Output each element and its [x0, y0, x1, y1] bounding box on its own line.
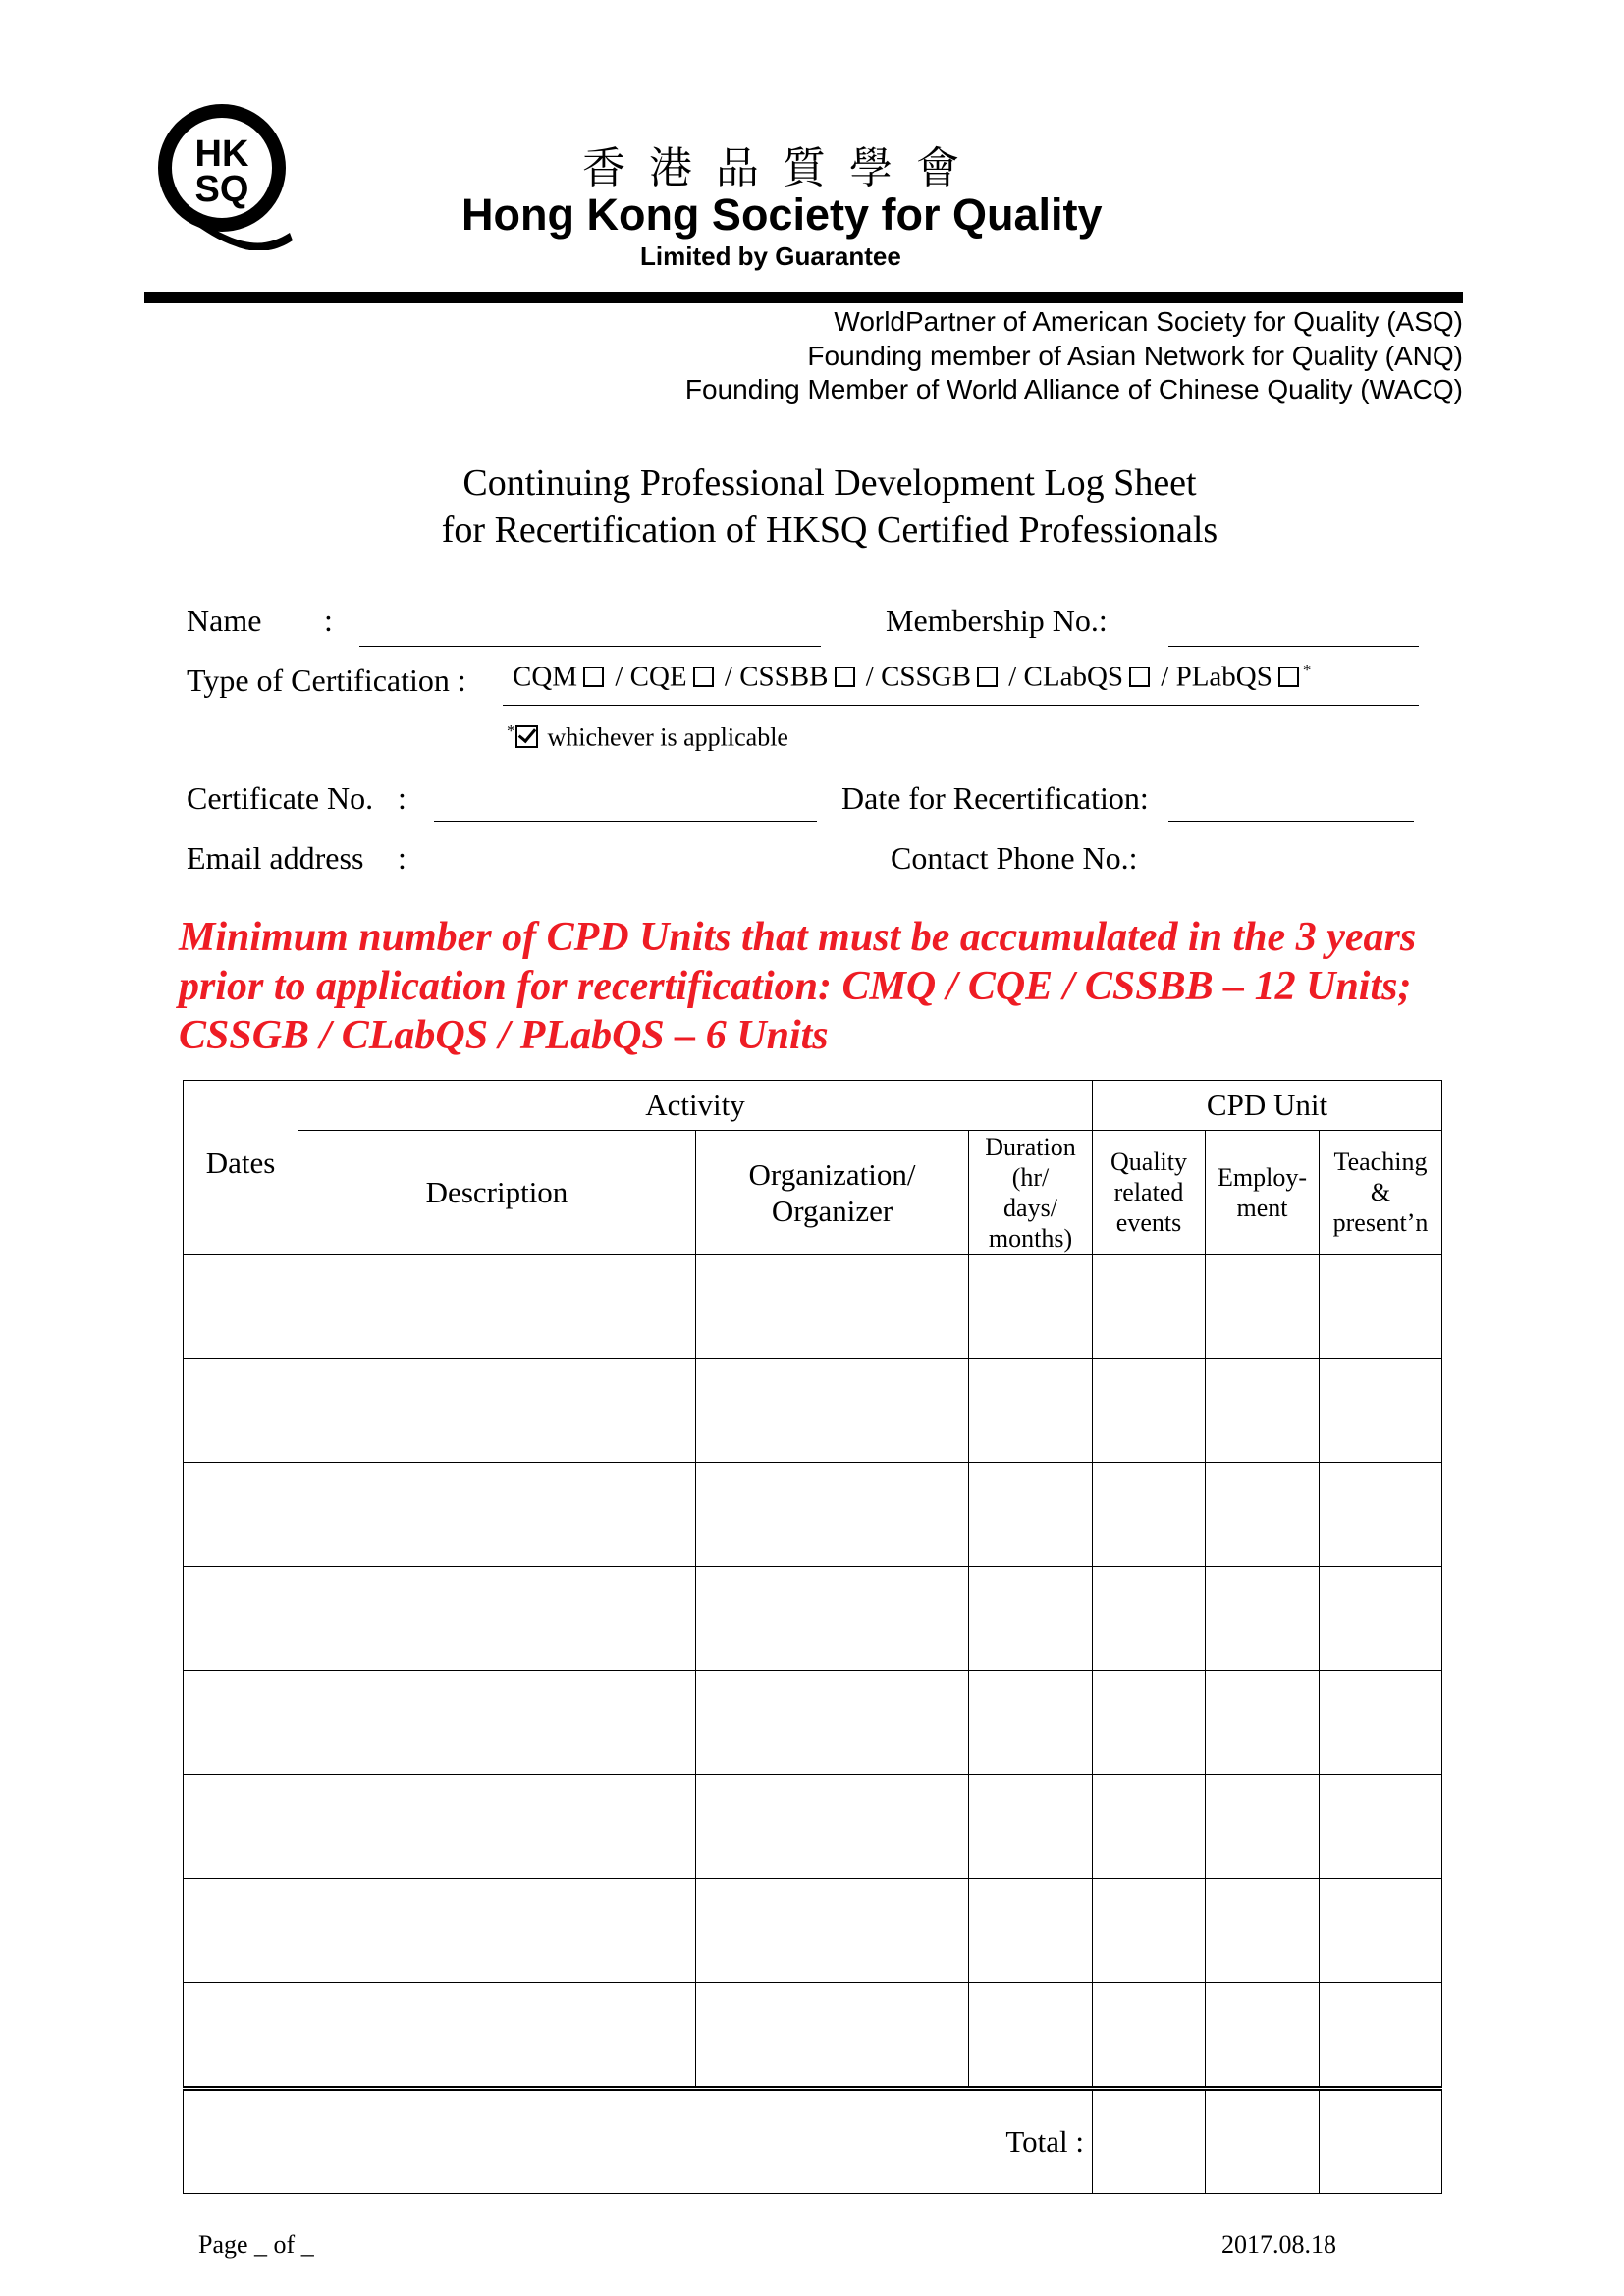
cell[interactable] — [696, 1671, 969, 1775]
option-plabqs-label: PLabQS — [1175, 661, 1272, 693]
email-colon: : — [398, 840, 406, 876]
cqe-checkbox[interactable] — [693, 667, 714, 687]
cell[interactable] — [1093, 1775, 1206, 1879]
separator: / — [1008, 661, 1017, 693]
cell[interactable] — [1320, 1879, 1442, 1983]
affiliation-asq: WorldPartner of American Society for Quality (ASQ) — [834, 306, 1463, 337]
applicable-note — [507, 721, 788, 753]
separator: / — [615, 661, 623, 693]
cell[interactable] — [1206, 1359, 1320, 1463]
cell[interactable] — [184, 1255, 298, 1359]
option-cssgb-label: CSSGB — [881, 661, 971, 693]
col-description-header: Description — [298, 1131, 696, 1255]
membership-field[interactable] — [1168, 646, 1419, 647]
cell[interactable] — [298, 1463, 696, 1567]
cell[interactable] — [1206, 1983, 1320, 2089]
total-teaching-cell[interactable] — [1320, 2089, 1442, 2194]
org-name: Hong Kong Society for Quality — [461, 189, 1103, 240]
certificate-field[interactable] — [434, 821, 817, 822]
membership-label: Membership No.: — [886, 603, 1108, 638]
cell[interactable] — [298, 1255, 696, 1359]
doc-title-line2: for Recertification of HKSQ Certified Professionals — [441, 509, 1218, 551]
cell[interactable] — [298, 1567, 696, 1671]
cell[interactable] — [1093, 1255, 1206, 1359]
cell[interactable] — [184, 1463, 298, 1567]
duration-line: (hr/ — [1011, 1162, 1050, 1192]
affiliation-anq: Founding member of Asian Network for Quality (ANQ) — [807, 341, 1463, 371]
quality-line: Quality — [1110, 1148, 1187, 1176]
cell[interactable] — [696, 1983, 969, 2089]
asterisk: * — [507, 721, 515, 740]
cell[interactable] — [1206, 1567, 1320, 1671]
col-organizer-line2: Organizer — [771, 1193, 893, 1228]
cell[interactable] — [696, 1255, 969, 1359]
total-quality-cell[interactable] — [1093, 2089, 1206, 2194]
name-colon: : — [324, 603, 333, 638]
cell[interactable] — [1093, 1983, 1206, 2089]
cell[interactable] — [969, 1879, 1093, 1983]
certification-options — [513, 661, 1311, 694]
cell[interactable] — [969, 1983, 1093, 2089]
name-field[interactable] — [359, 646, 821, 647]
total-employment-cell[interactable] — [1206, 2089, 1320, 2194]
duration-line: Duration — [985, 1132, 1076, 1161]
col-duration-header — [969, 1131, 1093, 1255]
cell[interactable] — [1320, 1775, 1442, 1879]
clabqs-checkbox[interactable] — [1129, 667, 1150, 687]
cell[interactable] — [1206, 1879, 1320, 1983]
email-label: Email address — [187, 840, 364, 876]
col-quality-header — [1093, 1131, 1206, 1255]
separator: / — [1161, 661, 1169, 693]
col-organizer-header — [696, 1131, 969, 1255]
table-row — [184, 1255, 1442, 1359]
phone-label: Contact Phone No.: — [891, 840, 1138, 876]
cell[interactable] — [1093, 1359, 1206, 1463]
cell[interactable] — [184, 1983, 298, 2089]
employment-line: Employ- — [1218, 1162, 1307, 1192]
cell[interactable] — [298, 1359, 696, 1463]
affiliation-wacq: Founding Member of World Alliance of Chinese Quality (WACQ) — [684, 374, 1463, 404]
cell[interactable] — [696, 1775, 969, 1879]
checked-box-icon — [515, 725, 538, 748]
option-clabqs-label: CLabQS — [1023, 661, 1124, 693]
table-row — [184, 1775, 1442, 1879]
org-subtitle: Limited by Guarantee — [640, 241, 901, 271]
cell[interactable] — [1320, 1567, 1442, 1671]
certification-type-label: Type of Certification : — [187, 663, 466, 698]
duration-line: months) — [988, 1223, 1073, 1253]
cell[interactable] — [298, 1671, 696, 1775]
certification-underline — [503, 705, 1419, 706]
cell[interactable] — [1206, 1775, 1320, 1879]
cpd-log-table — [183, 1080, 1442, 2194]
doc-title-line1: Continuing Professional Development Log Sheet — [462, 462, 1197, 504]
cell[interactable] — [1320, 1463, 1442, 1567]
option-cssbb-label: CSSBB — [739, 661, 829, 693]
cell[interactable] — [969, 1671, 1093, 1775]
activity-group-header: Activity — [298, 1081, 1093, 1131]
cell[interactable] — [1093, 1567, 1206, 1671]
cell[interactable] — [1093, 1879, 1206, 1983]
cell[interactable] — [969, 1359, 1093, 1463]
cell[interactable] — [1206, 1671, 1320, 1775]
cell[interactable] — [1320, 1255, 1442, 1359]
cell[interactable] — [969, 1567, 1093, 1671]
table-row — [184, 1983, 1442, 2089]
option-cqe-label: CQE — [629, 661, 687, 693]
teaching-line: present’n — [1332, 1208, 1429, 1237]
cell[interactable] — [184, 1775, 298, 1879]
cell[interactable] — [696, 1567, 969, 1671]
cell[interactable] — [298, 1879, 696, 1983]
teaching-line: & — [1370, 1178, 1391, 1206]
table-row — [184, 1567, 1442, 1671]
cpd-requirement-warning: Minimum number of CPD Units that must be accumulated in the 3 years prior to application for recertification: CMQ / CQE / CSSBB – 12 Units; CSSGB / CLabQS / PLabQS – 6 Units — [179, 915, 1417, 1058]
cell[interactable] — [1206, 1255, 1320, 1359]
cell[interactable] — [696, 1359, 969, 1463]
table-row — [184, 1671, 1442, 1775]
cell[interactable] — [298, 1775, 696, 1879]
duration-line: days/ — [1003, 1193, 1057, 1222]
quality-line: events — [1115, 1208, 1182, 1237]
separator: / — [724, 661, 732, 693]
certificate-label: Certificate No. — [187, 780, 374, 816]
cell[interactable] — [184, 1359, 298, 1463]
cell[interactable] — [1093, 1463, 1206, 1567]
cssgb-checkbox[interactable] — [977, 667, 998, 687]
cqm-checkbox[interactable] — [583, 667, 604, 687]
svg-text:HK: HK — [194, 133, 249, 175]
svg-text:SQ: SQ — [194, 169, 249, 210]
asterisk: * — [1302, 661, 1312, 679]
option-cqm-label: CQM — [513, 661, 578, 693]
cell[interactable] — [969, 1775, 1093, 1879]
form-date: 2017.08.18 — [1221, 2230, 1336, 2259]
teaching-line: Teaching — [1333, 1148, 1428, 1176]
table-row — [184, 1463, 1442, 1567]
recert-date-label: Date for Recertification: — [841, 780, 1149, 816]
employment-line: ment — [1236, 1193, 1288, 1222]
cell[interactable] — [1093, 1671, 1206, 1775]
cell[interactable] — [1320, 1983, 1442, 2089]
name-label: Name — [187, 603, 262, 638]
cell[interactable] — [1320, 1671, 1442, 1775]
cell[interactable] — [969, 1255, 1093, 1359]
col-employment-header — [1206, 1131, 1320, 1255]
page-number: Page _ of _ — [198, 2230, 314, 2259]
cell[interactable] — [696, 1879, 969, 1983]
cpd-unit-group-header: CPD Unit — [1093, 1081, 1442, 1131]
cell[interactable] — [298, 1983, 696, 2089]
plabqs-checkbox[interactable] — [1278, 667, 1299, 687]
cell[interactable] — [184, 1671, 298, 1775]
hksq-logo — [157, 103, 295, 250]
applicable-note-text: whichever is applicable — [547, 722, 788, 752]
cell[interactable] — [1320, 1359, 1442, 1463]
quality-line: related — [1113, 1178, 1184, 1206]
separator: / — [865, 661, 874, 693]
cell[interactable] — [969, 1463, 1093, 1567]
total-row — [184, 2089, 1442, 2194]
chinese-org-name: 香港品質學會 — [582, 143, 983, 193]
cell[interactable] — [696, 1463, 969, 1567]
header-rule — [144, 292, 1463, 303]
cell[interactable] — [184, 1567, 298, 1671]
col-teaching-header — [1320, 1131, 1442, 1255]
table-row — [184, 1879, 1442, 1983]
cell[interactable] — [1206, 1463, 1320, 1567]
cell[interactable] — [184, 1879, 298, 1983]
col-organizer-line1: Organization/ — [748, 1156, 916, 1192]
total-label: Total : — [184, 2089, 1093, 2194]
col-dates-header: Dates — [184, 1081, 298, 1255]
recert-date-field[interactable] — [1168, 821, 1414, 822]
table-row — [184, 1359, 1442, 1463]
certificate-colon: : — [398, 780, 406, 816]
cssbb-checkbox[interactable] — [835, 667, 855, 687]
